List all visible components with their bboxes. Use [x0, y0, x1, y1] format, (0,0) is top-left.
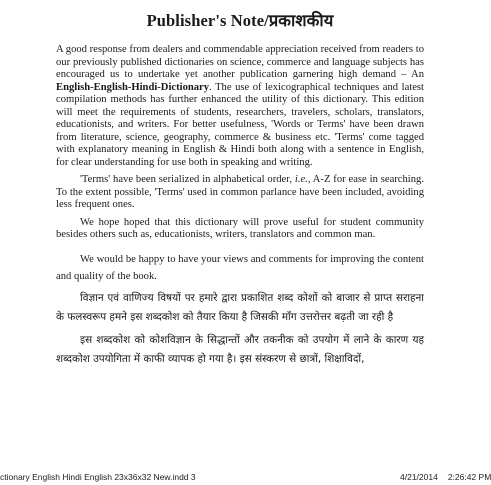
- paragraph-1: [56, 44, 424, 169]
- footer-filename: ctionary English Hindi English 23x36x32 New.indd 3: [0, 472, 196, 482]
- ie-abbreviation: i.e.,: [294, 174, 311, 185]
- hindi-paragraph-1: विज्ञान एवं वाणिज्य विषयों पर हमारे द्वारा प्रकाशित शब्द कोशों को बाजार से प्राप्त सराहना के फलस्वरूप हमने इस शब्दकोश को तैयार किया है जिसकी माँग उत्तरोत्तर बढ़ती जा रही है: [56, 291, 424, 323]
- page-title: Publisher's Note/प्रकाशकीय: [146, 11, 334, 30]
- paragraph-1-text-a: A good response from dealers and commendable appreciation received from readers to our previously published dictionaries on science, commerce and language subjects has encouraged us to undertake yet another publication garnering high demand – An: [56, 44, 424, 80]
- paragraph-1-text-b: . The use of lexicographical techniques and latest compilation methods has further enhanced the utility of this dictionary. This edition will meet the requirements of students, researchers, travelers, scholars, translators, educationists, and writers. For better usefulness, 'Words or Terms' have been drawn from literature, science, geography, commerce & business etc. 'Terms' come tagged with explanatory meaning in English & Hindi both along with a sentence in English, for clear understanding for use both in speaking and writing.: [56, 81, 424, 168]
- footer-time: 2:26:42 PM: [447, 472, 491, 482]
- paragraph-2-text-b: A-Z for ease in searching. To the extent possible, 'Terms' used in common parlance have been included, avoiding less frequent ones.: [56, 174, 424, 210]
- dictionary-name: English-English-Hindi-Dictionary: [56, 81, 210, 93]
- paragraph-4: We would be happy to have your views and comments for improving the content and quality of the book.: [56, 253, 424, 282]
- paragraph-3: We hope hoped that this dictionary will prove useful for student community besides others such as, educationists, writers, translators and common man.: [56, 216, 424, 240]
- footer-date: 4/21/2014: [400, 472, 438, 482]
- footer-timestamp: [400, 472, 491, 482]
- paragraph-2: [56, 174, 424, 212]
- hindi-paragraph-2: इस शब्दकोश को कोशविज्ञान के सिद्धान्तों और तकनीक को उपयोग में लाने के कारण यह शब्दकोश उपयोगिता में काफी व्यापक हो गया है। इस संस्करण से छात्रों, शिक्षाविदों,: [56, 333, 424, 365]
- page-content: [56, 44, 424, 369]
- paragraph-2-text-a: 'Terms' have been serialized in alphabetical order,: [80, 174, 295, 185]
